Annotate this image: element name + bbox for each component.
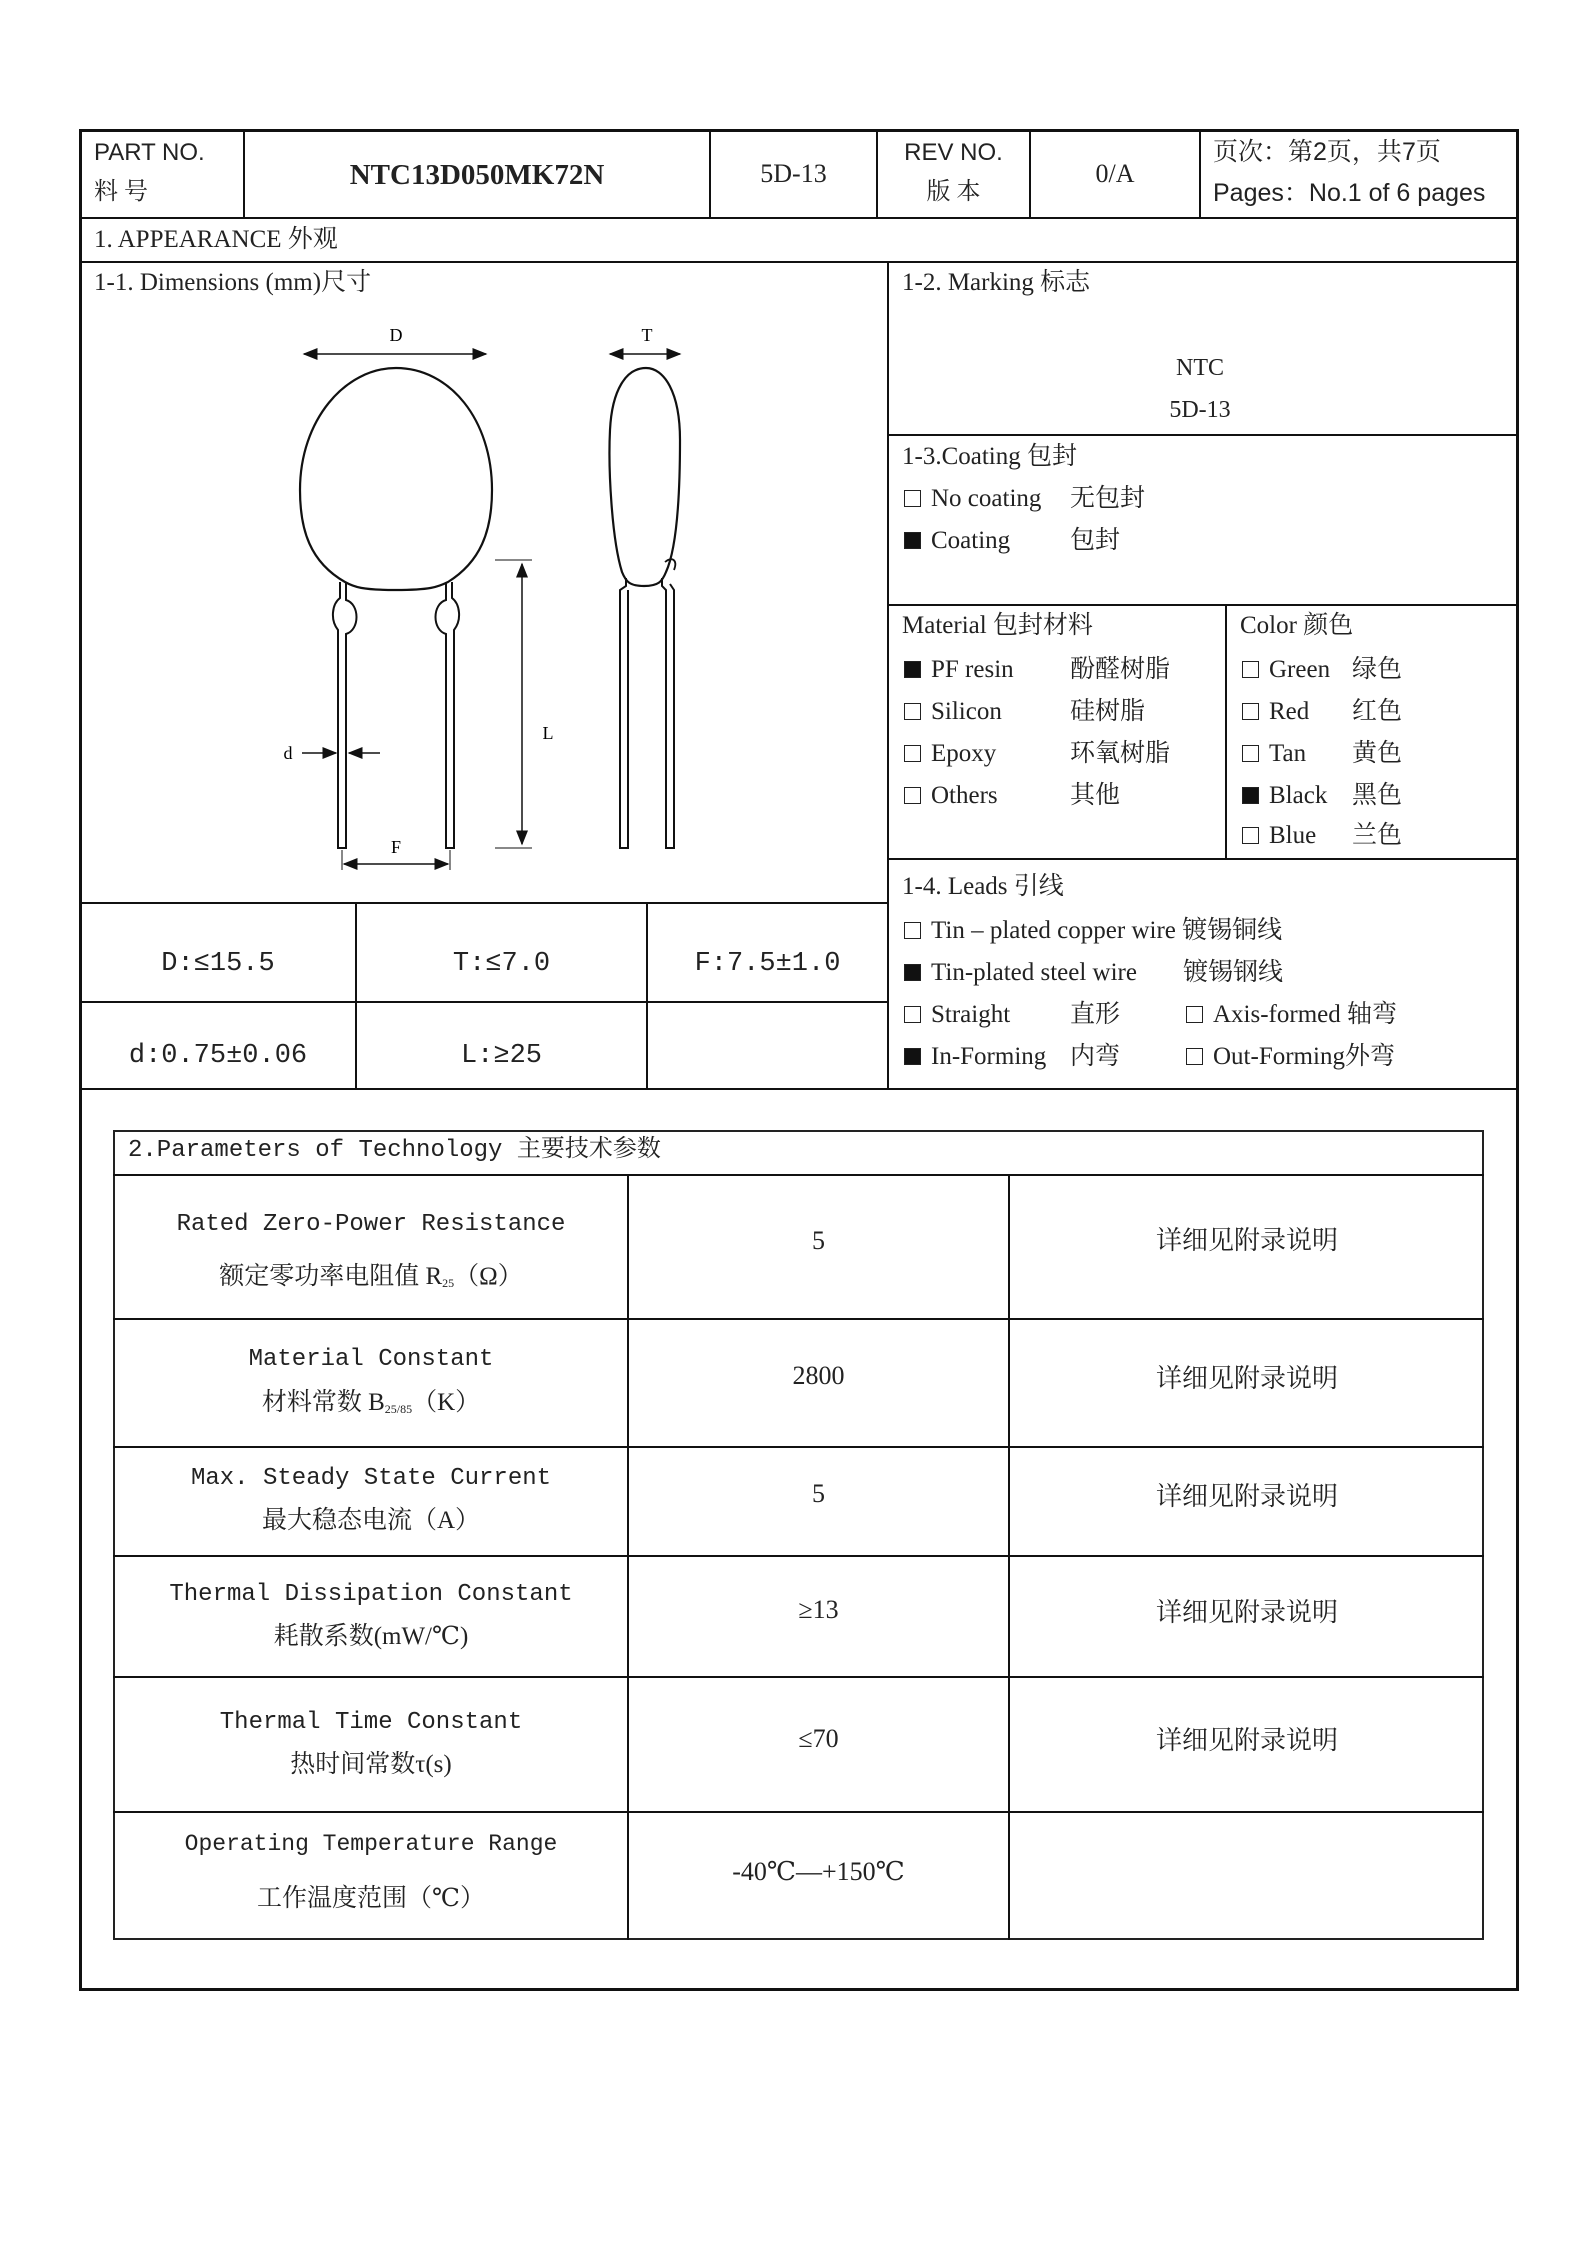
lead-wire-steel — [904, 958, 1137, 988]
appearance-split — [887, 261, 889, 1089]
param-name-en: Rated Zero-Power Resistance — [176, 1211, 566, 1238]
dim-d: d:0.75±0.06 — [128, 1041, 308, 1071]
color-option-cn: 绿色 — [1352, 656, 1403, 683]
model-code: 5D-13 — [760, 159, 827, 188]
material-option-en: Silicon — [931, 698, 1002, 725]
param-name-cn: 耗散系数(mW/℃) — [273, 1623, 469, 1650]
disc-body — [300, 368, 492, 590]
param-cn-text: 额定零功率电阻值 R — [219, 1263, 443, 1290]
dim-D: D:≤15.5 — [161, 949, 275, 979]
material-option-en: Others — [931, 782, 998, 809]
dim-L: L:≥25 — [460, 1041, 542, 1071]
label-D: D — [389, 325, 403, 345]
param-note: 详细见附录说明 — [1155, 1226, 1338, 1255]
appearance-bottom-line — [81, 1088, 1517, 1090]
params-col — [627, 1174, 629, 1940]
marking-line-2: 5D-13 — [1169, 397, 1231, 423]
checkbox-tin-copper[interactable] — [904, 922, 921, 939]
label-T: T — [641, 325, 653, 345]
param-name-en: Max. Steady State Current — [190, 1465, 552, 1492]
param-name-en: Material Constant — [248, 1346, 494, 1373]
lead-axis-cn: 轴弯 — [1347, 1001, 1398, 1028]
checkbox-axis-formed[interactable] — [1186, 1006, 1203, 1023]
coating-option-en: No coating — [931, 485, 1042, 512]
dim-T: T:≤7.0 — [452, 949, 551, 979]
checkbox-others[interactable] — [904, 787, 921, 804]
part-no-label: PART NO. — [94, 139, 205, 166]
appearance-line — [81, 261, 1517, 263]
lead-outform-en: Out-Forming — [1213, 1043, 1345, 1070]
checkbox-straight[interactable] — [904, 1006, 921, 1023]
material-option-en: Epoxy — [931, 740, 997, 767]
color-title: Color 颜色 — [1240, 612, 1354, 639]
lead-outform-cn: 外弯 — [1344, 1043, 1395, 1070]
params-row-line — [113, 1676, 1484, 1678]
side-body — [610, 368, 681, 586]
left-lead — [333, 582, 357, 848]
checkbox-black[interactable] — [1242, 787, 1259, 804]
coating-option-none — [904, 484, 1041, 514]
params-title: 2.Parameters of Technology 主要技术参数 — [128, 1137, 661, 1164]
param-name-en: Thermal Dissipation Constant — [169, 1581, 573, 1608]
part-no-label-cn: 料 号 — [94, 179, 148, 205]
color-option — [1242, 821, 1316, 851]
param-name-cn: 最大稳态电流（A） — [261, 1507, 481, 1534]
checkbox-tan[interactable] — [1242, 745, 1259, 762]
material-option — [904, 697, 1002, 727]
page-cn-total: 7 — [1401, 138, 1416, 166]
color-option — [1242, 697, 1309, 727]
material-option-cn: 酚醛树脂 — [1070, 656, 1171, 683]
checkbox-silicon[interactable] — [904, 703, 921, 720]
lead-inform — [904, 1042, 1046, 1072]
material-option-en: PF resin — [931, 656, 1014, 683]
lead-wire-copper-en: Tin – plated copper wire — [931, 917, 1176, 944]
color-option — [1242, 739, 1306, 769]
color-option-cn: 黑色 — [1352, 782, 1403, 809]
color-option-en: Green — [1269, 656, 1331, 683]
checkbox-no-coating[interactable] — [904, 490, 921, 507]
rev-no-label-cn: 版 本 — [926, 179, 981, 205]
color-option-en: Blue — [1269, 822, 1317, 849]
lead-straight — [904, 1000, 1010, 1030]
color-option — [1242, 781, 1327, 811]
pages-en: Pages：No.1 of 6 pages — [1213, 179, 1486, 207]
param-cn-tail: （Ω） — [454, 1263, 523, 1290]
thermistor-drawing — [260, 300, 720, 870]
dims-grid-top — [81, 902, 887, 904]
checkbox-epoxy[interactable] — [904, 745, 921, 762]
params-row-line — [113, 1555, 1484, 1557]
coating-title: 1-3.Coating 包封 — [902, 443, 1077, 470]
color-option-en: Tan — [1269, 740, 1307, 767]
param-cn-tail: （K） — [412, 1389, 481, 1416]
coating-option-coating-cn: 包封 — [1070, 527, 1121, 554]
marking-title: 1-2. Marking 标志 — [902, 269, 1091, 296]
coating-option-en: Coating — [931, 527, 1011, 554]
color-option — [1242, 655, 1330, 685]
checkbox-coating[interactable] — [904, 532, 921, 549]
param-value: ≥13 — [798, 1595, 839, 1624]
dims-grid-mid — [81, 1001, 887, 1003]
color-option-en: Black — [1269, 782, 1328, 809]
param-note: 详细见附录说明 — [1155, 1598, 1338, 1627]
lead-wire-steel-en: Tin-plated steel wire — [931, 959, 1137, 986]
param-value: 2800 — [792, 1361, 845, 1390]
param-name-cn — [115, 1388, 627, 1418]
param-note: 详细见附录说明 — [1155, 1726, 1338, 1755]
checkbox-out-forming[interactable] — [1186, 1048, 1203, 1065]
coating-bottom-line — [889, 604, 1517, 606]
color-option-en: Red — [1269, 698, 1310, 725]
appearance-title: 1. APPEARANCE 外观 — [94, 226, 338, 253]
coating-option-none-cn: 无包封 — [1070, 485, 1146, 512]
param-note: 详细见附录说明 — [1155, 1482, 1338, 1511]
params-row-line — [113, 1318, 1484, 1320]
param-name-cn: 工作温度范围（℃） — [257, 1885, 485, 1912]
material-option — [904, 739, 996, 769]
lead-axis-en: Axis-formed — [1213, 1001, 1341, 1028]
material-option — [904, 781, 998, 811]
checkbox-pf-resin[interactable] — [904, 661, 921, 678]
page-cn-mid: 页，共 — [1326, 139, 1402, 166]
coating-option-coating — [904, 526, 1010, 556]
param-name-en: Thermal Time Constant — [219, 1709, 523, 1736]
color-option-cn: 红色 — [1352, 698, 1403, 725]
page-cn-prefix: 页次：第 — [1213, 139, 1314, 166]
header-bottom-line — [81, 217, 1517, 219]
header-divider — [1199, 131, 1201, 219]
revision: 0/A — [1095, 159, 1135, 188]
param-value: ≤70 — [798, 1724, 839, 1753]
params-col — [1008, 1174, 1010, 1940]
param-value: 5 — [812, 1226, 825, 1255]
lead-outform — [1186, 1042, 1395, 1072]
material-option — [904, 655, 1014, 685]
param-note: 详细见附录说明 — [1155, 1364, 1338, 1393]
lead-axis — [1186, 1000, 1397, 1030]
marking-bottom-line — [889, 434, 1517, 436]
part-number: NTC13D050MK72N — [349, 159, 605, 191]
material-option-cn: 环氧树脂 — [1070, 740, 1171, 767]
lead-straight-cn: 直形 — [1070, 1001, 1121, 1028]
params-row-line — [113, 1811, 1484, 1813]
checkbox-in-forming[interactable] — [904, 1048, 921, 1065]
lead-straight-en: Straight — [931, 1001, 1011, 1028]
params-row-line — [113, 1446, 1484, 1448]
lead-wire-copper — [904, 916, 1282, 946]
param-cn-subscript: 25 — [442, 1276, 455, 1290]
color-option-cn: 黄色 — [1352, 740, 1403, 767]
params-line — [113, 1174, 1484, 1176]
color-option-cn: 兰色 — [1352, 822, 1403, 849]
side-lead-left — [620, 578, 628, 848]
dim-F: F:7.5±1.0 — [694, 949, 841, 979]
label-L: L — [542, 723, 554, 743]
marking-line-1: NTC — [1176, 355, 1224, 381]
leads-title: 1-4. Leads 引线 — [902, 873, 1064, 900]
checkbox-red[interactable] — [1242, 703, 1259, 720]
material-option-cn: 硅树脂 — [1070, 698, 1146, 725]
side-lead-right — [662, 578, 674, 848]
material-option-cn: 其他 — [1070, 782, 1121, 809]
param-value: -40℃—+150℃ — [732, 1857, 905, 1886]
page-cn-suffix: 页 — [1415, 139, 1441, 166]
checkbox-green[interactable] — [1242, 661, 1259, 678]
lead-inform-cn: 内弯 — [1070, 1043, 1121, 1070]
param-cn-text: 材料常数 B — [261, 1389, 385, 1416]
label-F: F — [390, 837, 402, 857]
material-color-split — [1225, 604, 1227, 858]
rev-no-label: REV NO. — [904, 139, 1003, 166]
param-name-cn: 热时间常数τ(s) — [290, 1751, 452, 1778]
param-name-en: Operating Temperature Range — [184, 1831, 558, 1857]
right-lead — [436, 582, 460, 848]
checkbox-blue[interactable] — [1242, 827, 1259, 844]
material-bottom-line — [889, 858, 1517, 860]
lead-wire-copper-cn: 镀锡铜线 — [1182, 917, 1283, 944]
dimensions-title: 1-1. Dimensions (mm)尺寸 — [94, 269, 372, 296]
page-cn-number: 2 — [1313, 138, 1327, 166]
lead-wire-steel-cn: 镀锡钢线 — [1183, 959, 1284, 986]
param-value: 5 — [812, 1479, 825, 1508]
page-cn — [1213, 137, 1441, 168]
dims-grid-col — [646, 902, 648, 1089]
lead-inform-en: In-Forming — [931, 1043, 1047, 1070]
param-name-cn — [115, 1262, 627, 1292]
label-d: d — [283, 743, 293, 763]
checkbox-tin-steel[interactable] — [904, 964, 921, 981]
param-cn-subscript: 25/85 — [384, 1402, 413, 1416]
material-title: Material 包封材料 — [902, 612, 1093, 639]
